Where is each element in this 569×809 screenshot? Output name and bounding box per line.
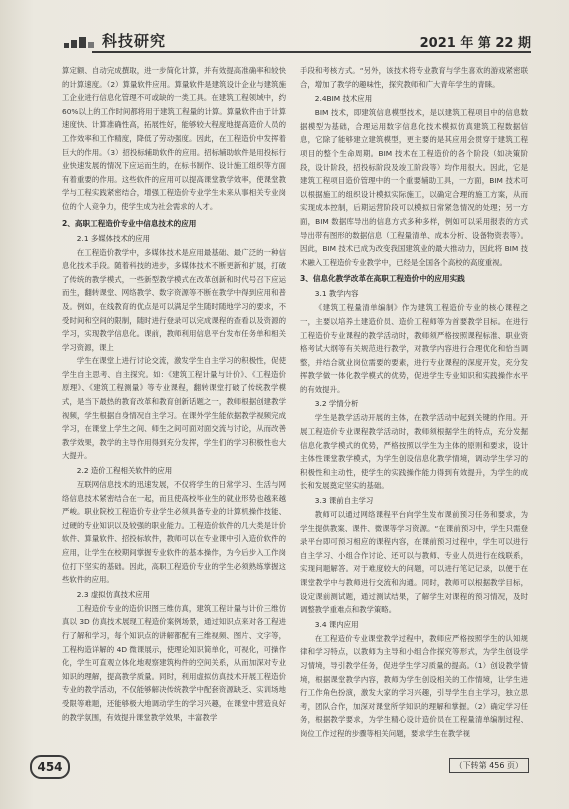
paragraph: 在工程造价专业课堂教学过程中，教师应严格按照学生的认知规律和学习特点，以教师为主导和小组合作探究等形式，为学生创设学习情境，导引教学任务，促进学生学习质量的提高。（1）创设教学情境，根据课堂教学内容，教师为学生创设相关的工作情境，让学生进行工作角色扮演，激发大家的学习兴趣，引导学生自主学习，独立思考，团队合作，加深对课堂所学知识的理解和掌握。（2）确定学习任务，根据教学要求，为学生精心设计造价员在工程量清单编制过程、岗位工作过程的步骤等相关问题，要求学生在教学视 [300, 633, 528, 738]
header-decoration [64, 36, 94, 48]
continuation-note [449, 758, 529, 773]
subsection-heading: 2.1 多媒体技术的应用 [76, 233, 151, 243]
paragraph: 在工程造价教学中，多媒体技术是应用最基础、最广泛的一种信息化技术手段。随着科技的进步，多媒体技术不断更新和扩展，打破了传统的教学模式，一些新型教学模式在改革创新和时代号召下应运而生，翻转课堂、网络教学、数字资源等不断在教学中得到应用和普及。例如，在线教育的优点是可以满足学生随时随地学习的要求，不受时间和空间的限制，随时进行登录可以完成课程的查看以及资源的学习，实现教学信息化。课前，教师利用信息平台发布任务单和相关学习资源，课上 [62, 247, 286, 352]
paragraph: 互联网信息技术的迅速发展，不仅将学生的日常学习、生活与网络信息技术紧密结合在一起，而且使高校毕业生的就业形势也越来越严峻。职业院校工程造价专业学生必须具备专业的计算机操作技能、过硬的专业知识以及较强的职业能力。工程造价软件的几大类是计价软件、算量软件、招投标软件，教师可以在专业课中引入造价软件的应用，让学生在校期间掌握专业软件的基本操作，为今后步入工作岗位打下坚实的基础。因此，高职工程造价专业的学生必须熟练掌握这些软件的应用。 [62, 480, 286, 585]
paragraph: 学生在课堂上进行讨论交流，激发学生自主学习的积极性，促使学生自主思考、自主探究。如：《建筑工程计量与计价》、《工程造价原理》、《建筑工程测量》等专业课程，翻转课堂打破了传统教学模式，是当下最热的教育改革和教育创新话题之一，教师根据创建教学视频，学生根据自身情况自主学习。在课外学生能依据教学视频完成学习，在课堂上学生之间、师生之间可面对面交流与讨论，从而改善教学效果，教学的主导作用得到充分发挥，学生们的学习积极性也大大提升。 [62, 356, 286, 461]
section-heading: 2、高职工程造价专业中信息技术的应用 [62, 218, 197, 228]
continuation-text: （下转第 456 页） [449, 758, 529, 773]
header-rule [92, 51, 531, 53]
paragraph: BIM 技术，即建筑信息模型技术，是以建筑工程项目中的信息数据模型为基础，合理运用数字信息化技术模拟仿真建筑工程数据信息，它除了能够建立建筑模型，更主要的是其应用会贯穿于建筑工程项目的整个生命周期。BIM 技术在工程造价的各个阶段（如决策阶段，设计阶段，招投标阶段及竣工阶段等）均作用很大。因此，它是建筑工程项目造价管理中的一个重要辅助工具，一方面，BIM 技术可以根据施工的组织设计模拟实际施工，以确定合理的施工方案，从而实现成本控制，后期运营阶段可以模拟日常紧急情况的处理；另一方面，BIM 数据库导出的信息方式多种多样，例如可以采用报表的方式导出带有图形的数据信息（工程量清单、成本分析、设备物资表等）。因此，BIM 技术已成为改变我国建筑业的最大推动力，因此将 BIM 技术融入工程造价专业教学中，已经是全国各个高校的高度重视。 [300, 108, 528, 267]
right-column [300, 64, 528, 741]
issue-label: 2021 年 第 22 期 [419, 36, 531, 51]
subsection-heading: 2.2 造价工程相关软件的应用 [76, 466, 173, 476]
left-column [62, 64, 286, 724]
subsection-heading: 3.4 课内应用 [314, 619, 359, 629]
subsection-heading: 3.2 学情分析 [314, 399, 359, 409]
section-heading: 3、信息化教学改革在高职工程造价中的应用实践 [300, 274, 465, 284]
page-header [64, 24, 531, 54]
subsection-heading: 2.4BIM 技术应用 [314, 94, 373, 104]
paragraph: 手段和考核方式。“另外，该技术将专业教育与学生喜欢的游戏紧密联合，增加了教学的趣味性，探究教师和广大青年学生的青睐。 [300, 66, 528, 89]
page-number: 454 [30, 755, 70, 779]
paragraph: 教师可以通过网络课程平台向学生发布课前预习任务和要求，为学生提供教案、课件、微课等学习资源。“在课前预习中，学生只需登录平台即可预习相应的课程内容，在课前预习过程中，学生可以进行自主学习、小组合作讨论、还可以与教师、专业人员进行在线联系，实现问题解答。对于难度较大的问题，可以进行笔记记录，以便于在课堂教学中与教师进行交流和沟通。同时，教师可以根据教学目标，设定课前测试题，通过测试结果，了解学生对课程的预习情况，及时调整教学重难点和教学策略。 [300, 510, 528, 615]
paragraph: 学生是教学活动开展的主体，在教学活动中起到关键的作用。开展工程造价专业课程教学活动时，教师须根据学生的特点，充分发掘信息化教学模式的优势，严格按照以学生为主体的原则和要求，设计主体性课堂教学模式，为学生创设信息化教学情境，调动学生学习的积极性和主动性，使学生的实践操作能力得到有效提升，为学生的成长和发展奠定坚实的基础。 [300, 413, 528, 491]
subsection-heading: 2.3 虚拟仿真技术应用 [76, 589, 151, 599]
subsection-heading: 3.1 教学内容 [314, 289, 359, 299]
journal-title: 科技研究 [102, 32, 167, 50]
paragraph: 《建筑工程量清单编制》作为建筑工程造价专业的核心课程之一，主要以培养土建造价员、造价工程师等为首要教学目标。在进行工程造价专业课程的教学活动时，教师须严格按照课程标准、职业资格考试大纲等有关规范进行教学，对教学内容进行合理优化和恰当调整，并结合就业岗位需要的要素，进行专业课程的深度开发，充分发挥教学做一体化教学模式的优势，促进学生专业知识和实践操作水平的有效提升。 [300, 303, 528, 394]
paragraph: 算定额、自动完成撰取，进一步简化计算，并有效提高准确率和较快的计算速度。（2）算量软件应用。算量软件是建筑设计企业与建筑施工企业进行信息化管理不可或缺的一类工具。在建筑工程领域中，约 60%以上的工作时间都将用于建筑工程量的计算。算量软件由于计算速度快、计算准确性高，拓展性好，能够较大程度地提高造价人员的工作效率和工作精度，降低了劳动强度。因此，在工程造价中发挥着巨大的作用。（3）招投标辅助软件的应用。招标辅助软件是用投标行业快速发展的情况下应运而生的，在标书制作、设计施工组织等方面有着重要的作用。这些软件的应用可以提高课堂教学效率，使课堂教学与工程实践紧密结合，增强工程造价专业学生未来从事相关专业岗位的个人竞争力，使学生成为社会需求的人才。 [62, 66, 286, 211]
paragraph: 工程造价专业的造价识图三维仿真，建筑工程计量与计价三维仿真以 3D 仿真技术展现工程造价案例场景，通过知识点来对各工程进行了解和学习，每个知识点的讲解都配有三维视频、图片、文字等，工程构造详解的 4D 微课展示，使理论知识简单化，可视化，可操作化，学生可直观立体化地观察建筑构件的空间关系，从而加深对专业知识的理解，提高教学质量。同时，利用虚拟仿真技术开展工程造价专业的教学活动，不仅能够解决传统教学中配套资源缺乏、实训场地受限等难题，还能够极大地调动学生的学习兴趣，在课堂中营造良好的教学氛围，有效提升课堂教学效果，丰富教学 [62, 603, 286, 722]
subsection-heading: 3.3 课前自主学习 [314, 496, 374, 506]
